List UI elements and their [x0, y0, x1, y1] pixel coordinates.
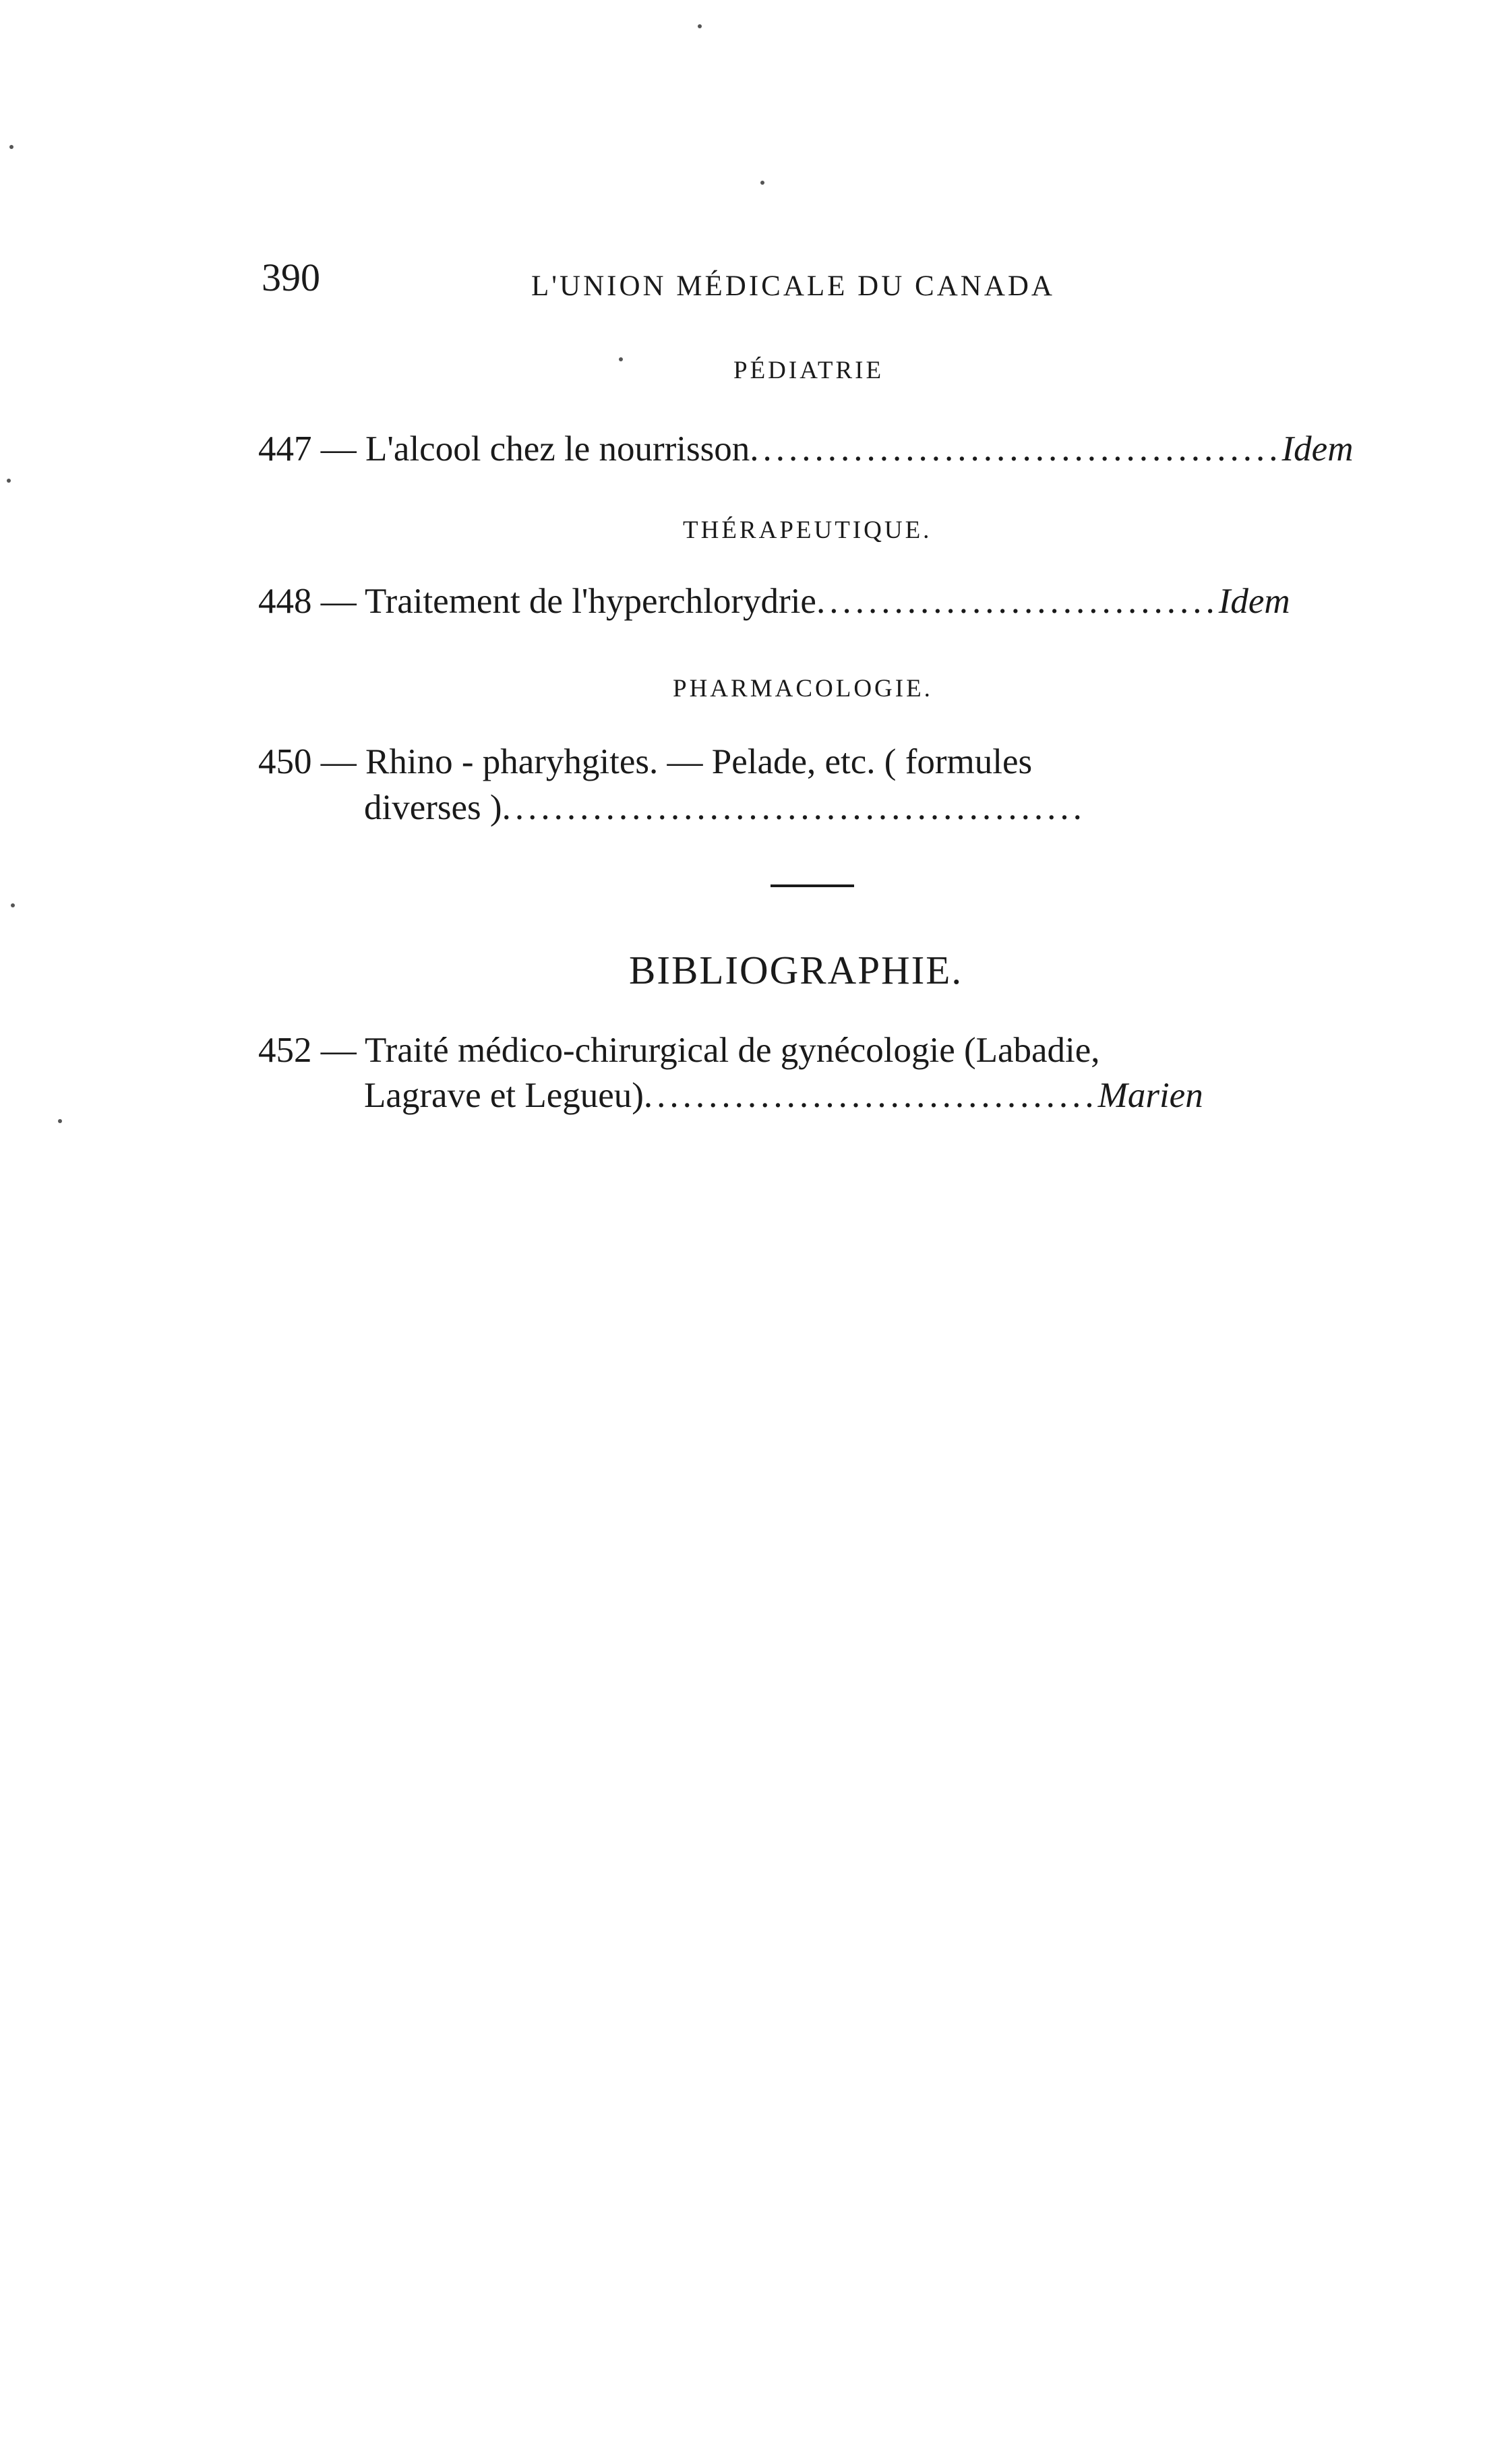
- toc-entry-452-continued[interactable]: [364, 1075, 1203, 1116]
- entry-number: 450: [258, 742, 312, 781]
- entry-title: Traitement de l'hyperchlorydrie: [365, 582, 816, 621]
- entry-number: 447: [258, 429, 312, 469]
- speck: [619, 357, 623, 361]
- speck: [11, 903, 15, 907]
- entry-title-line2: diverses ): [364, 788, 502, 827]
- entry-dash: —: [320, 1031, 365, 1070]
- speck: [9, 145, 13, 149]
- toc-entry-447[interactable]: [258, 429, 1353, 469]
- section-heading-pharmacologie: PHARMACOLOGIE.: [673, 675, 933, 702]
- entry-dash: —: [320, 742, 365, 781]
- leader-dots: .............................................: [502, 788, 1086, 827]
- speck: [58, 1119, 62, 1123]
- section-heading-pediatrie: PÉDIATRIE: [733, 357, 884, 384]
- entry-number: 452: [258, 1031, 312, 1070]
- entry-author: Idem: [1281, 429, 1354, 469]
- entry-number: 448: [258, 582, 312, 621]
- entry-dash: —: [320, 429, 365, 469]
- section-divider-rule: [771, 884, 854, 887]
- entry-author: Idem: [1218, 582, 1290, 621]
- speck: [698, 24, 702, 28]
- toc-entry-450-continued[interactable]: [364, 787, 1086, 828]
- speck: [7, 479, 11, 483]
- entry-dash: —: [320, 582, 365, 621]
- leader-dots: .........................................: [750, 429, 1282, 469]
- bibliography-heading: BIBLIOGRAPHIE.: [629, 948, 963, 992]
- toc-entry-452[interactable]: [258, 1030, 1100, 1071]
- entry-title: L'alcool chez le nourrisson: [365, 429, 750, 469]
- entry-title-line1: Traité médico-chirurgical de gynécologie (Labadie,: [365, 1031, 1100, 1070]
- section-heading-therapeutique: THÉRAPEUTIQUE.: [683, 516, 932, 544]
- entry-title-line2: Lagrave et Legueu): [364, 1076, 644, 1115]
- entry-title-line1: Rhino - pharyhgites. — Pelade, etc. ( formules: [365, 742, 1033, 781]
- journal-title: L'UNION MÉDICALE DU CANADA: [531, 270, 1055, 302]
- toc-entry-450[interactable]: [258, 742, 1032, 782]
- page-number: 390: [262, 256, 320, 299]
- speck: [760, 181, 764, 185]
- toc-entry-448[interactable]: [258, 581, 1290, 622]
- leader-dots: ...................................: [643, 1076, 1098, 1115]
- entry-author: Marien: [1097, 1076, 1203, 1115]
- leader-dots: ...............................: [816, 582, 1219, 621]
